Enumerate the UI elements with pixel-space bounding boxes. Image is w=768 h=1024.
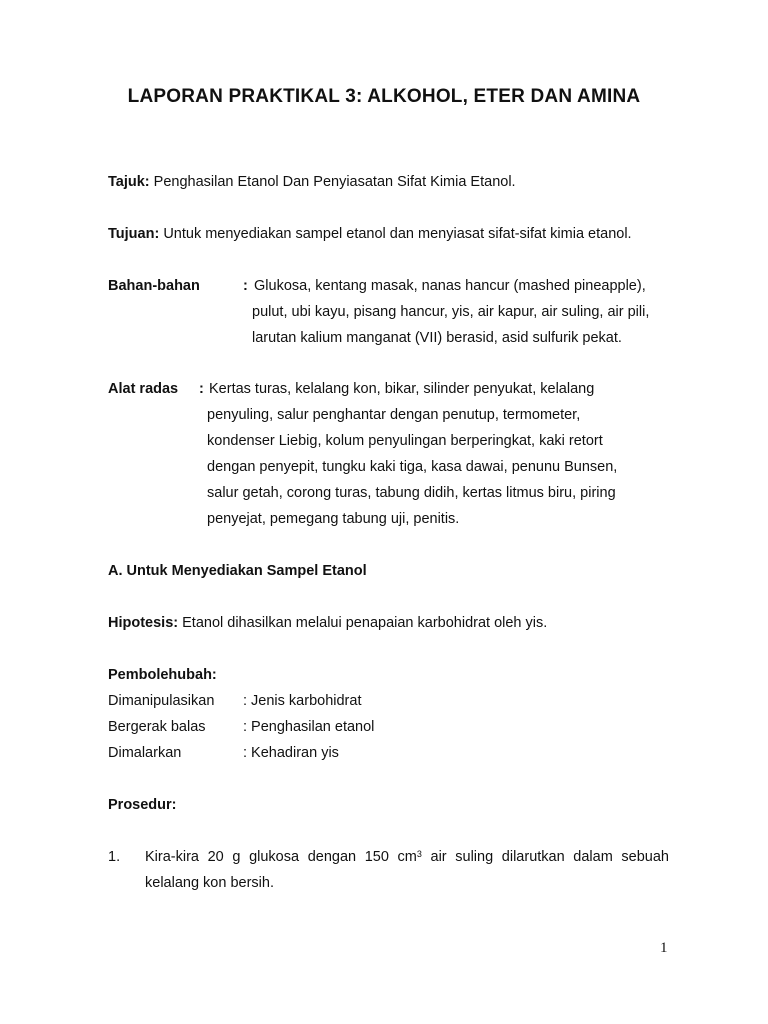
variable-name-controlled: Dimalarkan	[108, 745, 182, 761]
bahan-label: Bahan-bahan	[108, 278, 200, 294]
step-text-before: Kira-kira 20 g glukosa dengan 150 cm	[145, 849, 417, 865]
alat-line-1: Kertas turas, kelalang kon, bikar, silinder penyukat, kelalang	[209, 381, 595, 397]
step-text	[145, 844, 669, 896]
tujuan-line	[108, 224, 632, 244]
tajuk-label: Tajuk:	[108, 174, 150, 190]
alat-line-3: kondenser Liebig, kolum penyulingan berperingkat, kaki retort	[207, 433, 603, 449]
tajuk-text: Penghasilan Etanol Dan Penyiasatan Sifat Kimia Etanol.	[153, 174, 516, 190]
bahan-line-3: larutan kalium manganat (VII) berasid, asid sulfurik pekat.	[252, 330, 622, 346]
bahan-line-2: pulut, ubi kayu, pisang hancur, yis, air kapur, air suling, air pili,	[252, 304, 650, 320]
alat-line-6: penyejat, pemegang tabung uji, penitis.	[207, 511, 460, 527]
page-number: 1	[660, 940, 668, 956]
hipotesis-label: Hipotesis:	[108, 615, 179, 631]
step-number: 1.	[108, 849, 121, 865]
tujuan-text: Untuk menyediakan sampel etanol dan menyiasat sifat-sifat kimia etanol.	[163, 226, 632, 242]
prosedur-heading: Prosedur:	[108, 797, 177, 813]
hipotesis-line	[108, 613, 547, 633]
variable-value-controlled: : Kehadiran yis	[243, 745, 339, 761]
alat-line-5: salur getah, corong turas, tabung didih, kertas litmus biru, piring	[207, 485, 616, 501]
alat-line-2: penyuling, salur penghantar dengan penutup, termometer,	[207, 407, 581, 423]
variable-value-responding: : Penghasilan etanol	[243, 719, 375, 735]
alat-line-4: dengan penyepit, tungku kaki tiga, kasa dawai, penunu Bunsen,	[207, 459, 618, 475]
variable-name-responding: Bergerak balas	[108, 719, 206, 735]
tujuan-label: Tujuan:	[108, 226, 160, 242]
section-a-heading: A. Untuk Menyediakan Sampel Etanol	[108, 563, 367, 579]
variable-name-manipulated: Dimanipulasikan	[108, 693, 215, 709]
alat-colon: :	[199, 381, 204, 397]
tajuk-line	[108, 172, 516, 192]
alat-label: Alat radas	[108, 381, 179, 397]
pembolehubah-heading: Pembolehubah:	[108, 667, 217, 683]
bahan-line-1: Glukosa, kentang masak, nanas hancur (mashed pineapple),	[254, 278, 646, 294]
report-title: LAPORAN PRAKTIKAL 3: ALKOHOL, ETER DAN AMINA	[127, 86, 641, 107]
step-superscript: 3	[416, 849, 422, 859]
variable-value-manipulated: : Jenis karbohidrat	[243, 693, 362, 709]
hipotesis-text: Etanol dihasilkan melalui penapaian karbohidrat oleh yis.	[182, 615, 548, 631]
bahan-colon: :	[243, 278, 248, 294]
step-text-after: air suling dilarutkan dalam sebuah kelalang kon bersih.	[145, 849, 670, 891]
